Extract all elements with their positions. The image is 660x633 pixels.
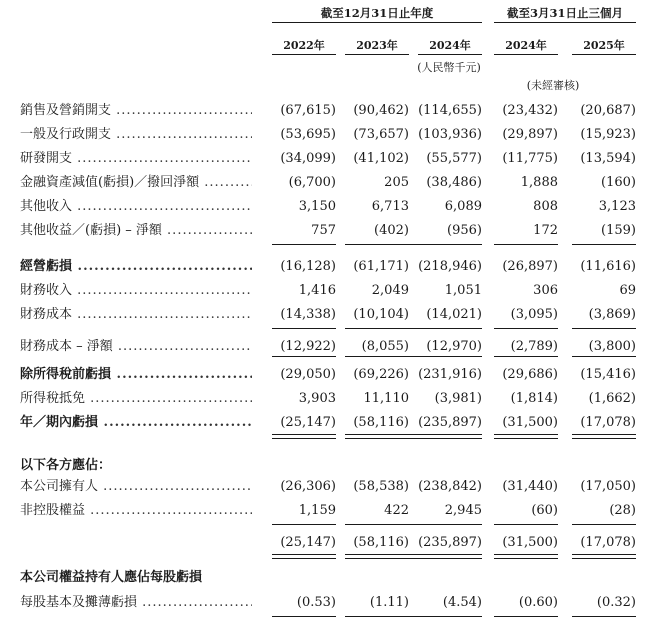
table-row	[0, 412, 660, 434]
table-row	[0, 256, 660, 278]
value-2022: (67,615)	[280, 103, 336, 118]
col-header-2024-q1: 2024年	[494, 38, 558, 55]
value-2024-q1: (2,789)	[510, 339, 558, 354]
underline-rule	[408, 524, 482, 525]
value-2024-q1: (29,897)	[502, 127, 558, 142]
eps-label: 每股基本及攤薄虧損 .....	[20, 592, 252, 614]
value-2023: 11,110	[363, 391, 409, 406]
value-2023: 6,713	[371, 199, 409, 214]
underline-rule	[272, 524, 336, 525]
value-2024: (114,655)	[418, 103, 482, 118]
table-row	[0, 304, 660, 326]
underline-rule	[572, 356, 636, 357]
value-2025-q1: (3,800)	[588, 339, 636, 354]
attribution-row	[0, 500, 660, 522]
value-2022: (53,695)	[280, 127, 336, 142]
value-2025-q1: (17,078)	[580, 415, 636, 430]
underline-rule	[572, 244, 636, 245]
attribution-heading: 以下各方應佔：	[20, 458, 112, 473]
value-2024-q1: 1,888	[520, 175, 558, 190]
double-underline-rule	[408, 434, 482, 439]
value-2025-q1: (13,594)	[580, 151, 636, 166]
double-underline-rule	[572, 554, 636, 559]
value-2023: (10,104)	[353, 307, 409, 322]
underline-rule	[572, 616, 636, 617]
value-2024-q1: (26,897)	[502, 259, 558, 274]
underline-rule	[272, 328, 336, 329]
eps-value-2023: (1.11)	[369, 595, 409, 610]
double-underline-rule	[272, 434, 336, 439]
eps-value-2022: (0.53)	[296, 595, 336, 610]
underline-rule	[494, 244, 558, 245]
row-label: 其他收益／(虧損) – 淨額 .....	[20, 220, 252, 242]
value-2024-q1: (31,500)	[502, 415, 558, 430]
col-header-2024: 2024年	[418, 38, 482, 55]
double-underline-rule	[408, 554, 482, 559]
row-label: 財務成本 .....	[20, 304, 252, 326]
value-2024-q1: (1,814)	[510, 391, 558, 406]
value-2024: (238,842)	[418, 479, 482, 494]
table-row	[0, 220, 660, 242]
value-2024: (235,897)	[418, 415, 482, 430]
value-2024: (218,946)	[418, 259, 482, 274]
value-2022: (29,050)	[280, 367, 336, 382]
row-label: 財務成本 – 淨額 .....	[20, 336, 252, 358]
value-2023: 422	[384, 503, 409, 518]
double-underline-rule	[272, 554, 336, 559]
col-header-2025-q1: 2025年	[572, 38, 636, 55]
eps-value-2024: (4.54)	[442, 595, 482, 610]
value-2022: (34,099)	[280, 151, 336, 166]
underline-rule	[408, 328, 482, 329]
underline-rule	[272, 356, 336, 357]
value-2022: (26,306)	[280, 479, 336, 494]
value-2022: (25,147)	[280, 415, 336, 430]
double-underline-rule	[345, 434, 409, 439]
underline-rule	[494, 524, 558, 525]
underline-rule	[345, 356, 409, 357]
value-2023: (61,171)	[353, 259, 409, 274]
attribution-row	[0, 476, 660, 498]
value-2023: 205	[384, 175, 409, 190]
underline-rule	[408, 616, 482, 617]
underline-rule	[408, 356, 482, 357]
col-header-2022: 2022年	[272, 38, 336, 55]
value-2022: (12,922)	[280, 339, 336, 354]
underline-rule	[494, 328, 558, 329]
value-2024: 2,945	[444, 503, 482, 518]
row-label: 除所得稅前虧損 .....	[20, 364, 252, 386]
value-2022: 1,159	[298, 503, 336, 518]
col-header-2023: 2023年	[345, 38, 409, 55]
row-label: 本公司擁有人 .....	[20, 476, 252, 498]
value-2022: (14,338)	[280, 307, 336, 322]
value-2025-q1: (1,662)	[588, 391, 636, 406]
value-2023: (58,116)	[353, 415, 409, 430]
quarter-period-header: 截至3月31日止三個月	[494, 4, 636, 23]
value-2024-q1: (31,440)	[502, 479, 558, 494]
value-2022: (16,128)	[280, 259, 336, 274]
table-row	[0, 148, 660, 170]
row-label: 非控股權益 .....	[20, 500, 252, 522]
value-2025-q1: (28)	[609, 503, 636, 518]
double-underline-rule	[572, 434, 636, 439]
underline-rule	[494, 616, 558, 617]
underline-rule	[272, 244, 336, 245]
value-2024: (14,021)	[426, 307, 482, 322]
eps-value-2024-q1: (0.60)	[518, 595, 558, 610]
value-2025-q1: (11,616)	[580, 259, 636, 274]
double-underline-rule	[494, 554, 558, 559]
value-2024: (38,486)	[426, 175, 482, 190]
underline-rule	[572, 328, 636, 329]
value-2024-q1: (23,432)	[502, 103, 558, 118]
attr-total-2022: (25,147)	[280, 535, 336, 550]
value-2024: (12,970)	[426, 339, 482, 354]
value-2023: (69,226)	[353, 367, 409, 382]
value-2025-q1: (15,923)	[580, 127, 636, 142]
underline-rule	[272, 616, 336, 617]
currency-note: (人民幣千元)	[417, 61, 481, 74]
value-2025-q1: (20,687)	[580, 103, 636, 118]
value-2023: (73,657)	[353, 127, 409, 142]
value-2024-q1: (3,095)	[510, 307, 558, 322]
value-2022: 3,150	[298, 199, 336, 214]
table-row	[0, 388, 660, 410]
annual-period-header: 截至12月31日止年度	[272, 4, 482, 23]
value-2023: (41,102)	[353, 151, 409, 166]
underline-rule	[345, 524, 409, 525]
unaudited-note: (未經審核)	[526, 79, 580, 92]
value-2024-q1: 808	[533, 199, 558, 214]
attribution-total-row	[0, 532, 660, 554]
attr-total-2024: (235,897)	[418, 535, 482, 550]
value-2024: 1,051	[444, 283, 482, 298]
underline-rule	[572, 524, 636, 525]
table-row	[0, 172, 660, 194]
table-row	[0, 336, 660, 358]
value-2024: 6,089	[444, 199, 482, 214]
value-2024-q1: 306	[533, 283, 558, 298]
value-2025-q1: (15,416)	[580, 367, 636, 382]
double-underline-rule	[494, 434, 558, 439]
row-label: 經營虧損 .....	[20, 256, 252, 278]
row-label: 財務收入 .....	[20, 280, 252, 302]
value-2024-q1: 172	[533, 223, 558, 238]
underline-rule	[345, 244, 409, 245]
value-2024: (103,936)	[418, 127, 482, 142]
table-row	[0, 364, 660, 386]
value-2023: (8,055)	[361, 339, 409, 354]
eps-value-2025-q1: (0.32)	[596, 595, 636, 610]
attr-total-2024-q1: (31,500)	[502, 535, 558, 550]
underline-rule	[345, 616, 409, 617]
value-2022: 757	[311, 223, 336, 238]
double-underline-rule	[345, 554, 409, 559]
value-2025-q1: (17,050)	[580, 479, 636, 494]
value-2022: (6,700)	[288, 175, 336, 190]
underline-rule	[345, 328, 409, 329]
row-label: 研發開支 .....	[20, 148, 252, 170]
row-label: 其他收入 .....	[20, 196, 252, 218]
value-2022: 1,416	[298, 283, 336, 298]
value-2023: (402)	[374, 223, 409, 238]
row-label: 年／期內虧損 .....	[20, 412, 252, 434]
value-2024: (55,577)	[426, 151, 482, 166]
attr-total-2023: (58,116)	[353, 535, 409, 550]
underline-rule	[494, 356, 558, 357]
table-row	[0, 100, 660, 122]
underline-rule	[408, 244, 482, 245]
value-2025-q1: 69	[619, 283, 636, 298]
value-2023: (58,538)	[353, 479, 409, 494]
value-2022: 3,903	[298, 391, 336, 406]
value-2023: (90,462)	[353, 103, 409, 118]
value-2023: 2,049	[371, 283, 409, 298]
value-2024: (231,916)	[418, 367, 482, 382]
row-label: 金融資產減值(虧損)／撥回淨額 .....	[20, 172, 252, 194]
value-2025-q1: (160)	[601, 175, 636, 190]
value-2024: (3,981)	[434, 391, 482, 406]
eps-row	[0, 592, 660, 614]
row-label: 銷售及營銷開支 .....	[20, 100, 252, 122]
table-row	[0, 124, 660, 146]
table-row	[0, 280, 660, 302]
value-2025-q1: 3,123	[598, 199, 636, 214]
row-label: 所得稅抵免 .....	[20, 388, 252, 410]
attr-total-2025-q1: (17,078)	[580, 535, 636, 550]
value-2024-q1: (60)	[531, 503, 558, 518]
row-label: 一般及行政開支 .....	[20, 124, 252, 146]
value-2024-q1: (29,686)	[502, 367, 558, 382]
eps-heading: 本公司權益持有人應佔每股虧損	[20, 570, 203, 585]
value-2024: (956)	[447, 223, 482, 238]
value-2025-q1: (159)	[601, 223, 636, 238]
value-2024-q1: (11,775)	[502, 151, 558, 166]
value-2025-q1: (3,869)	[588, 307, 636, 322]
table-row	[0, 196, 660, 218]
